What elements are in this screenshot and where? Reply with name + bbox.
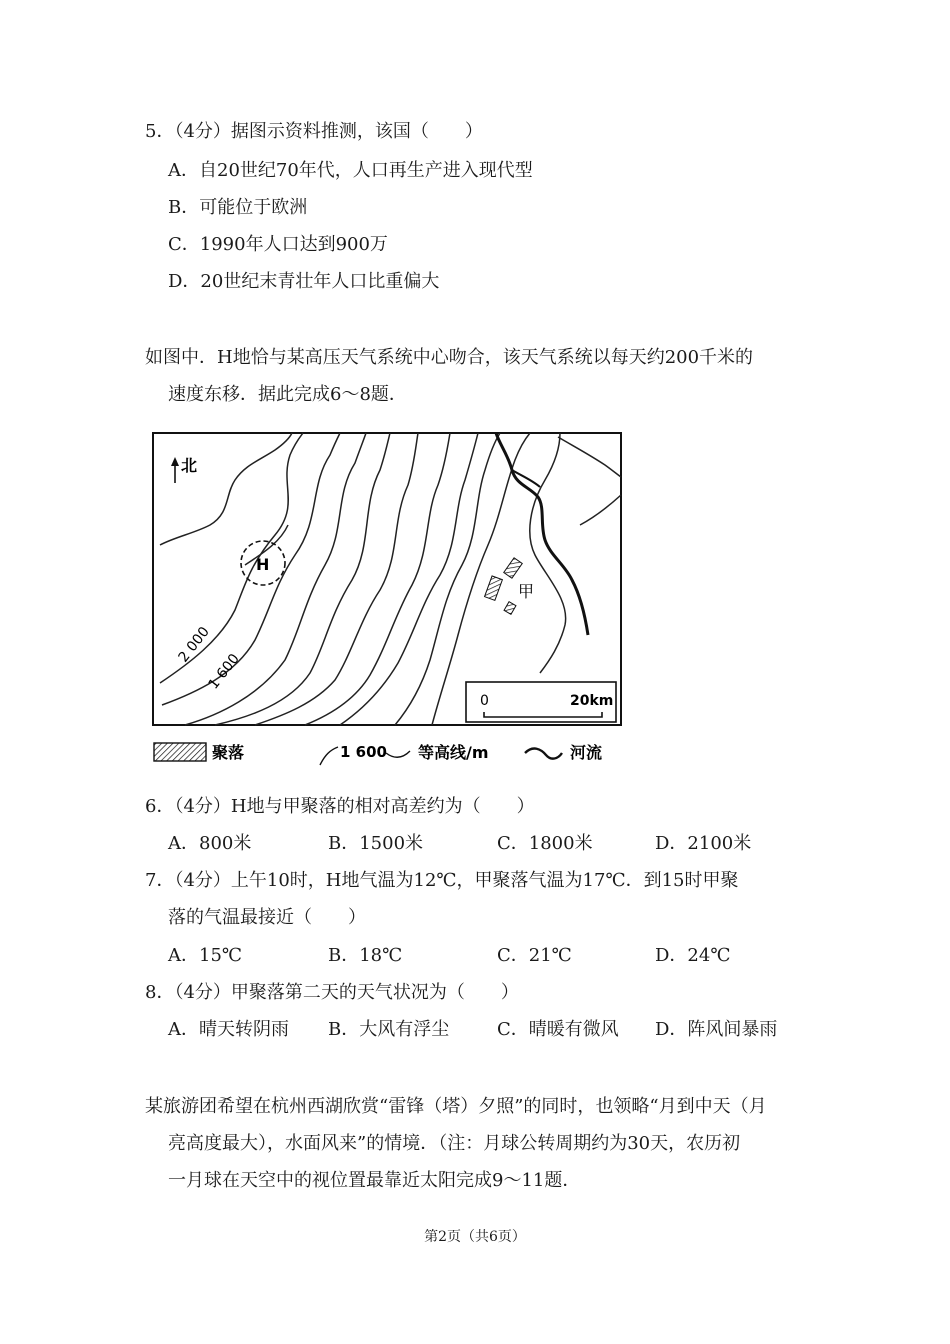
- q8-stem: 8．（4分）甲聚落第二天的天气状况为（ ）: [145, 982, 519, 1003]
- intro-6-8-line2: 速度东移．据此完成6～8题．: [168, 384, 407, 405]
- legend-river-line: [525, 749, 562, 759]
- intro-9-11-line1: 某旅游团希望在杭州西湖欣赏“雷锋（塔）夕照”的同时，也领略“月到中天（月: [145, 1096, 767, 1117]
- q8-option-d: D．阵风间暴雨: [655, 1019, 778, 1040]
- q6-option-b: B．1500米: [328, 833, 424, 854]
- settlement-label: 甲: [518, 582, 535, 601]
- intro-9-11-line3: 一月球在天空中的视位置最靠近太阳完成9～11题．: [168, 1170, 581, 1191]
- intro-9-11-line2: 亮高度最大），水面风来”的情境．（注：月球公转周期约为30天，农历初: [168, 1133, 741, 1154]
- contour-label-1600: 1 600: [205, 651, 243, 693]
- contour-map: [140, 425, 630, 770]
- q6-option-d: D．2100米: [655, 833, 752, 854]
- q7-option-c: C．21℃: [497, 945, 572, 966]
- q5-option-b: B．可能位于欧洲: [168, 197, 308, 218]
- q6-option-c: C．1800米: [497, 833, 593, 854]
- q7-stem-line2: 落的气温最接近（ ）: [168, 907, 366, 928]
- scale-zero: 0: [480, 693, 489, 709]
- legend-settlement-swatch: [154, 743, 206, 761]
- q7-option-a: A．15℃: [168, 945, 243, 966]
- q6-stem: 6．（4分）H地与甲聚落的相对高差约为（ ）: [145, 796, 535, 817]
- legend-contour-tail: [386, 751, 410, 757]
- q5-option-d: D．20世纪末青壮年人口比重偏大: [168, 271, 440, 292]
- scale-max: 20km: [570, 693, 614, 709]
- q7-stem-line1: 7．（4分）上午10时，H地气温为12℃，甲聚落气温为17℃．到15时甲聚: [145, 870, 739, 891]
- q5-stem: 5．（4分）据图示资料推测，该国（ ）: [145, 121, 483, 142]
- q8-option-b: B．大风有浮尘: [328, 1019, 450, 1040]
- settlement-jia: [485, 558, 523, 615]
- q5-option-a: A．自20世纪70年代，人口再生产进入现代型: [168, 160, 533, 181]
- page-footer: 第2页（共6页）: [424, 1229, 526, 1245]
- north-arrow-icon: [171, 457, 179, 483]
- legend-contour-value: 1 600: [340, 743, 387, 761]
- h-label: H: [256, 555, 270, 574]
- q6-option-a: A．800米: [168, 833, 252, 854]
- legend-river-label: 河流: [570, 743, 603, 762]
- q7-option-d: D．24℃: [655, 945, 731, 966]
- north-label: 北: [181, 456, 198, 475]
- q8-option-a: A．晴天转阴雨: [168, 1019, 289, 1040]
- q7-option-b: B．18℃: [328, 945, 403, 966]
- q5-option-c: C．1990年人口达到900万: [168, 234, 388, 255]
- legend-contour-label: 等高线/m: [418, 743, 489, 762]
- legend-contour-line: [320, 747, 338, 765]
- legend-settlement-label: 聚落: [212, 743, 245, 762]
- intro-6-8-line1: 如图中．H地恰与某高压天气系统中心吻合，该天气系统以每天约200千米的: [145, 347, 754, 368]
- contour-label-2000: 2 000: [175, 624, 213, 666]
- q8-option-c: C．晴暖有微风: [497, 1019, 619, 1040]
